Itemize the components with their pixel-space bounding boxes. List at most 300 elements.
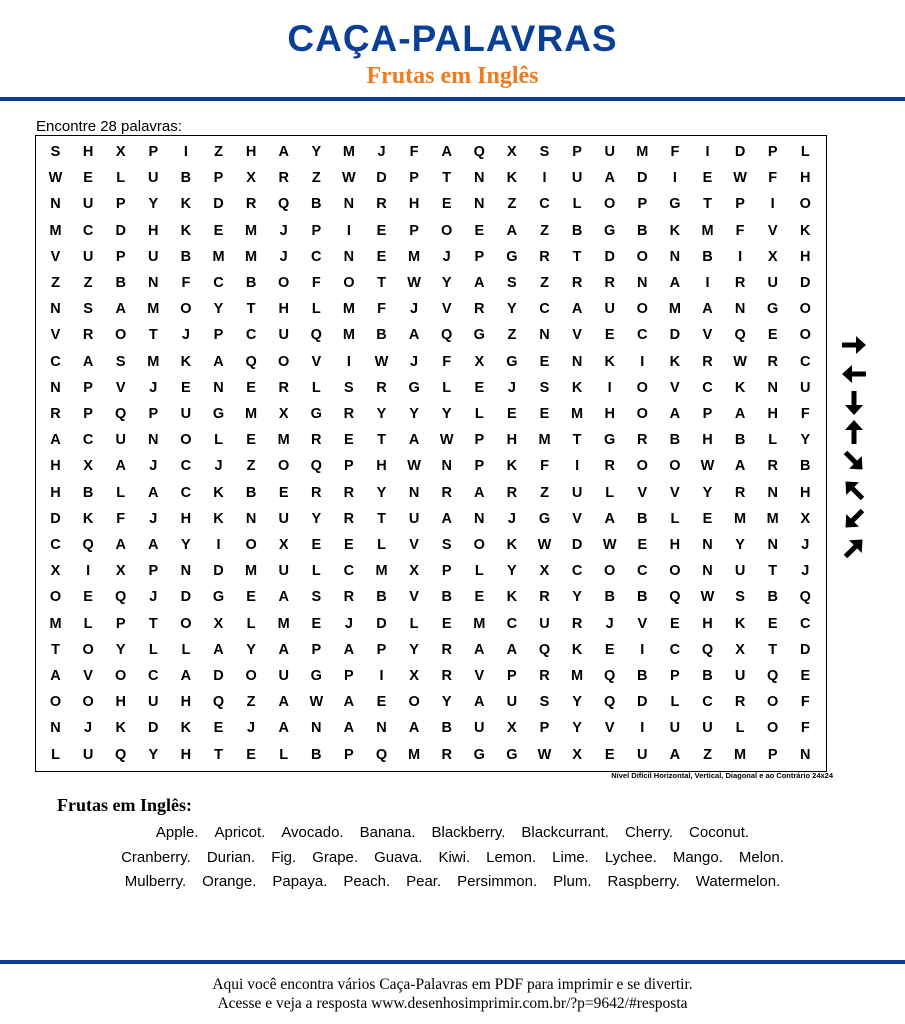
grid-letter[interactable]: X bbox=[278, 406, 289, 422]
grid-letter[interactable]: H bbox=[82, 144, 94, 160]
grid-letter[interactable]: U bbox=[604, 301, 615, 318]
grid-letter[interactable]: H bbox=[702, 615, 713, 632]
grid-letter[interactable]: B bbox=[702, 668, 713, 684]
grid-letter[interactable]: P bbox=[767, 144, 778, 160]
grid-letter[interactable]: F bbox=[768, 170, 778, 187]
grid-letter[interactable]: P bbox=[376, 641, 387, 658]
grid-letter[interactable]: B bbox=[311, 196, 322, 213]
grid-letter[interactable]: O bbox=[767, 720, 779, 737]
grid-letter[interactable]: O bbox=[245, 537, 257, 553]
grid-letter[interactable]: X bbox=[115, 563, 126, 580]
grid-letter[interactable]: U bbox=[82, 196, 94, 213]
grid-letter[interactable]: R bbox=[604, 458, 615, 475]
grid-letter[interactable]: B bbox=[637, 222, 648, 239]
grid-letter[interactable]: D bbox=[571, 537, 583, 553]
grid-letter[interactable]: P bbox=[148, 406, 159, 422]
grid-letter[interactable]: E bbox=[702, 510, 713, 527]
grid-letter[interactable]: U bbox=[408, 510, 420, 527]
grid-letter[interactable]: R bbox=[311, 484, 322, 501]
grid-letter[interactable]: R bbox=[278, 379, 289, 396]
grid-letter[interactable]: W bbox=[700, 458, 715, 475]
grid-letter[interactable]: E bbox=[344, 432, 354, 449]
grid-letter[interactable]: N bbox=[376, 720, 387, 737]
grid-letter[interactable]: R bbox=[376, 196, 387, 213]
grid-letter[interactable]: A bbox=[474, 484, 485, 501]
grid-letter[interactable]: D bbox=[50, 510, 61, 527]
grid-letter[interactable]: V bbox=[572, 510, 582, 527]
grid-letter[interactable]: A bbox=[115, 301, 126, 318]
grid-letter[interactable]: N bbox=[311, 720, 322, 737]
grid-letter[interactable]: G bbox=[212, 406, 225, 422]
grid-letter[interactable]: H bbox=[800, 248, 811, 265]
grid-letter[interactable]: A bbox=[213, 641, 224, 658]
grid-letter[interactable]: E bbox=[474, 222, 485, 239]
grid-letter[interactable]: G bbox=[408, 379, 420, 396]
grid-letter[interactable]: L bbox=[409, 615, 419, 632]
grid-letter[interactable]: V bbox=[50, 248, 61, 265]
grid-letter[interactable]: B bbox=[376, 589, 387, 606]
grid-letter[interactable]: P bbox=[702, 406, 713, 422]
grid-letter[interactable]: A bbox=[604, 510, 615, 527]
grid-letter[interactable]: B bbox=[180, 248, 192, 265]
grid-letter[interactable]: E bbox=[474, 589, 485, 606]
grid-letter[interactable]: M bbox=[245, 563, 258, 580]
grid-letter[interactable]: R bbox=[539, 668, 550, 684]
grid-letter[interactable]: H bbox=[50, 484, 61, 501]
grid-letter[interactable]: T bbox=[246, 301, 256, 318]
grid-letter[interactable]: I bbox=[640, 353, 645, 370]
grid-letter[interactable]: F bbox=[800, 720, 810, 737]
grid-letter[interactable]: Q bbox=[701, 641, 714, 658]
grid-letter[interactable]: T bbox=[377, 510, 386, 527]
grid-letter[interactable]: I bbox=[607, 379, 612, 396]
grid-letter[interactable]: A bbox=[343, 720, 355, 737]
grid-letter[interactable]: D bbox=[115, 222, 126, 239]
grid-letter[interactable]: D bbox=[148, 720, 159, 737]
grid-letter[interactable]: A bbox=[604, 170, 615, 187]
grid-letter[interactable]: D bbox=[180, 589, 192, 606]
grid-letter[interactable]: W bbox=[602, 537, 617, 553]
grid-letter[interactable]: D bbox=[376, 170, 387, 187]
grid-letter[interactable]: H bbox=[408, 196, 420, 213]
grid-letter[interactable]: O bbox=[799, 301, 811, 318]
grid-letter[interactable]: X bbox=[50, 563, 61, 580]
grid-letter[interactable]: R bbox=[376, 379, 387, 396]
grid-letter[interactable]: Q bbox=[375, 746, 388, 763]
grid-letter[interactable]: M bbox=[571, 406, 584, 422]
grid-letter[interactable]: Y bbox=[507, 301, 517, 318]
grid-letter[interactable]: O bbox=[180, 301, 192, 318]
grid-letter[interactable]: Q bbox=[310, 327, 322, 344]
grid-letter[interactable]: B bbox=[376, 327, 387, 344]
grid-letter[interactable]: Q bbox=[767, 668, 779, 684]
grid-letter[interactable]: G bbox=[669, 196, 681, 213]
grid-letter[interactable]: A bbox=[441, 144, 452, 160]
grid-letter[interactable]: H bbox=[278, 301, 289, 318]
grid-letter[interactable]: O bbox=[799, 196, 811, 213]
grid-letter[interactable]: X bbox=[572, 746, 582, 763]
grid-letter[interactable]: C bbox=[506, 615, 518, 632]
grid-letter[interactable]: S bbox=[507, 275, 517, 291]
grid-letter[interactable]: A bbox=[441, 510, 452, 527]
grid-letter[interactable]: G bbox=[473, 327, 485, 344]
grid-letter[interactable]: I bbox=[346, 353, 351, 370]
grid-letter[interactable]: J bbox=[247, 720, 256, 737]
grid-letter[interactable]: R bbox=[278, 170, 289, 187]
grid-letter[interactable]: R bbox=[441, 484, 452, 501]
grid-letter[interactable]: L bbox=[246, 615, 256, 632]
grid-letter[interactable]: B bbox=[800, 458, 811, 475]
grid-letter[interactable]: O bbox=[278, 275, 290, 291]
grid-letter[interactable]: M bbox=[734, 510, 747, 527]
grid-letter[interactable]: A bbox=[408, 327, 420, 344]
grid-letter[interactable]: N bbox=[637, 275, 648, 291]
grid-letter[interactable]: O bbox=[604, 563, 616, 580]
grid-letter[interactable]: T bbox=[214, 746, 223, 763]
grid-letter[interactable]: A bbox=[50, 432, 61, 449]
grid-letter[interactable]: I bbox=[379, 668, 384, 684]
grid-letter[interactable]: M bbox=[245, 406, 258, 422]
grid-letter[interactable]: N bbox=[800, 746, 811, 763]
grid-letter[interactable]: A bbox=[278, 589, 289, 606]
grid-letter[interactable]: P bbox=[148, 144, 159, 160]
grid-letter[interactable]: W bbox=[407, 458, 421, 475]
grid-letter[interactable]: H bbox=[180, 746, 192, 763]
grid-letter[interactable]: O bbox=[473, 537, 485, 553]
grid-letter[interactable]: U bbox=[82, 746, 94, 763]
grid-letter[interactable]: P bbox=[507, 668, 517, 684]
grid-letter[interactable]: K bbox=[800, 222, 811, 239]
grid-letter[interactable]: L bbox=[474, 563, 484, 580]
grid-letter[interactable]: H bbox=[506, 432, 518, 449]
grid-letter[interactable]: O bbox=[636, 301, 648, 318]
grid-letter[interactable]: N bbox=[474, 510, 485, 527]
grid-letter[interactable]: U bbox=[278, 668, 289, 684]
grid-letter[interactable]: M bbox=[342, 144, 355, 160]
grid-letter[interactable]: O bbox=[767, 694, 779, 711]
grid-letter[interactable]: Q bbox=[82, 537, 94, 553]
grid-letter[interactable]: R bbox=[734, 484, 746, 501]
grid-letter[interactable]: E bbox=[376, 694, 387, 711]
grid-letter[interactable]: M bbox=[408, 746, 421, 763]
grid-letter[interactable]: B bbox=[115, 275, 126, 291]
grid-letter[interactable]: M bbox=[277, 432, 290, 449]
grid-letter[interactable]: Q bbox=[669, 589, 681, 606]
grid-letter[interactable]: N bbox=[702, 563, 713, 580]
grid-letter[interactable]: O bbox=[799, 327, 811, 344]
grid-letter[interactable]: A bbox=[669, 406, 681, 422]
grid-letter[interactable]: J bbox=[279, 222, 288, 239]
grid-letter[interactable]: M bbox=[636, 144, 649, 160]
grid-letter[interactable]: U bbox=[767, 275, 778, 291]
grid-letter[interactable]: Q bbox=[310, 458, 322, 475]
grid-letter[interactable]: R bbox=[343, 484, 355, 501]
grid-letter[interactable]: M bbox=[245, 248, 258, 265]
grid-letter[interactable]: L bbox=[116, 484, 126, 501]
grid-letter[interactable]: C bbox=[50, 353, 61, 370]
grid-letter[interactable]: D bbox=[213, 668, 224, 684]
grid-letter[interactable]: P bbox=[572, 144, 582, 160]
grid-letter[interactable]: R bbox=[441, 641, 452, 658]
grid-letter[interactable]: X bbox=[213, 615, 224, 632]
grid-letter[interactable]: U bbox=[669, 720, 681, 737]
grid-letter[interactable]: Y bbox=[441, 275, 452, 291]
grid-letter[interactable]: Z bbox=[246, 694, 256, 711]
grid-letter[interactable]: A bbox=[474, 641, 485, 658]
grid-letter[interactable]: A bbox=[571, 301, 583, 318]
grid-letter[interactable]: R bbox=[311, 432, 322, 449]
grid-letter[interactable]: L bbox=[311, 301, 321, 318]
grid-letter[interactable]: N bbox=[474, 196, 485, 213]
grid-letter[interactable]: V bbox=[83, 668, 93, 684]
grid-letter[interactable]: U bbox=[278, 510, 289, 527]
grid-letter[interactable]: Z bbox=[507, 327, 517, 344]
grid-letter[interactable]: A bbox=[278, 694, 289, 711]
grid-letter[interactable]: B bbox=[180, 170, 192, 187]
grid-letter[interactable]: B bbox=[245, 275, 257, 291]
grid-letter[interactable]: S bbox=[115, 353, 126, 370]
grid-letter[interactable]: J bbox=[605, 615, 614, 632]
grid-letter[interactable]: N bbox=[50, 196, 61, 213]
grid-letter[interactable]: M bbox=[766, 510, 779, 527]
grid-letter[interactable]: T bbox=[148, 615, 158, 632]
grid-letter[interactable]: C bbox=[50, 537, 61, 553]
grid-letter[interactable]: F bbox=[540, 458, 549, 475]
grid-letter[interactable]: L bbox=[442, 379, 452, 396]
grid-letter[interactable]: L bbox=[377, 537, 386, 553]
grid-letter[interactable]: C bbox=[82, 432, 94, 449]
grid-letter[interactable]: N bbox=[734, 301, 746, 318]
grid-letter[interactable]: H bbox=[767, 406, 778, 422]
grid-letter[interactable]: O bbox=[636, 379, 648, 396]
grid-letter[interactable]: E bbox=[507, 406, 517, 422]
grid-letter[interactable]: M bbox=[701, 222, 714, 239]
grid-letter[interactable]: N bbox=[702, 537, 713, 553]
grid-letter[interactable]: G bbox=[506, 248, 518, 265]
grid-letter[interactable]: T bbox=[703, 196, 712, 213]
grid-letter[interactable]: S bbox=[539, 379, 550, 396]
grid-letter[interactable]: K bbox=[734, 379, 746, 396]
grid-letter[interactable]: N bbox=[441, 458, 452, 475]
grid-letter[interactable]: O bbox=[49, 589, 62, 606]
grid-letter[interactable]: Q bbox=[245, 353, 257, 370]
grid-letter[interactable]: W bbox=[309, 694, 324, 711]
grid-letter[interactable]: I bbox=[738, 248, 743, 265]
grid-letter[interactable]: X bbox=[507, 144, 517, 160]
grid-letter[interactable]: I bbox=[672, 170, 677, 187]
grid-letter[interactable]: A bbox=[148, 484, 159, 501]
grid-letter[interactable]: U bbox=[734, 668, 746, 684]
grid-letter[interactable]: J bbox=[149, 510, 158, 527]
grid-letter[interactable]: K bbox=[506, 589, 518, 606]
grid-letter[interactable]: A bbox=[180, 668, 192, 684]
grid-letter[interactable]: J bbox=[442, 248, 451, 265]
grid-letter[interactable]: P bbox=[637, 196, 648, 213]
grid-letter[interactable]: U bbox=[604, 144, 615, 160]
grid-letter[interactable]: U bbox=[734, 563, 746, 580]
grid-letter[interactable]: X bbox=[767, 248, 778, 265]
grid-letter[interactable]: P bbox=[148, 563, 159, 580]
grid-letter[interactable]: E bbox=[213, 222, 224, 239]
grid-letter[interactable]: D bbox=[669, 327, 681, 344]
grid-letter[interactable]: U bbox=[148, 170, 159, 187]
grid-letter[interactable]: B bbox=[637, 589, 648, 606]
grid-letter[interactable]: J bbox=[377, 144, 386, 160]
grid-letter[interactable]: V bbox=[311, 353, 322, 370]
grid-letter[interactable]: I bbox=[542, 170, 547, 187]
grid-letter[interactable]: M bbox=[342, 327, 355, 344]
grid-letter[interactable]: E bbox=[604, 641, 615, 658]
grid-letter[interactable]: O bbox=[604, 196, 616, 213]
grid-letter[interactable]: V bbox=[115, 379, 126, 396]
grid-letter[interactable]: V bbox=[670, 484, 680, 501]
grid-letter[interactable]: C bbox=[702, 694, 713, 711]
grid-letter[interactable]: Y bbox=[507, 563, 517, 580]
grid-letter[interactable]: K bbox=[180, 353, 192, 370]
grid-letter[interactable]: C bbox=[82, 222, 94, 239]
grid-letter[interactable]: R bbox=[734, 694, 746, 711]
grid-letter[interactable]: B bbox=[702, 248, 713, 265]
grid-letter[interactable]: E bbox=[474, 379, 485, 396]
grid-letter[interactable]: V bbox=[572, 327, 582, 344]
grid-letter[interactable]: M bbox=[408, 248, 421, 265]
grid-letter[interactable]: U bbox=[148, 694, 159, 711]
grid-letter[interactable]: O bbox=[180, 615, 192, 632]
grid-letter[interactable]: F bbox=[442, 353, 452, 370]
grid-letter[interactable]: W bbox=[700, 589, 715, 606]
grid-letter[interactable]: N bbox=[180, 563, 192, 580]
grid-letter[interactable]: B bbox=[734, 432, 746, 449]
grid-letter[interactable]: E bbox=[376, 222, 387, 239]
grid-letter[interactable]: Q bbox=[604, 694, 616, 711]
grid-letter[interactable]: P bbox=[409, 222, 419, 239]
grid-letter[interactable]: H bbox=[702, 432, 713, 449]
grid-letter[interactable]: H bbox=[245, 144, 257, 160]
grid-letter[interactable]: C bbox=[311, 248, 322, 265]
grid-letter[interactable]: T bbox=[377, 432, 386, 449]
grid-letter[interactable]: X bbox=[409, 563, 419, 580]
grid-letter[interactable]: Q bbox=[212, 694, 225, 711]
grid-letter[interactable]: R bbox=[734, 275, 746, 291]
grid-letter[interactable]: N bbox=[50, 301, 61, 318]
grid-letter[interactable]: O bbox=[636, 458, 648, 475]
grid-letter[interactable]: E bbox=[278, 484, 289, 501]
grid-letter[interactable]: L bbox=[670, 694, 680, 711]
grid-letter[interactable]: U bbox=[539, 615, 550, 632]
grid-letter[interactable]: P bbox=[409, 170, 419, 187]
grid-letter[interactable]: D bbox=[213, 196, 224, 213]
grid-letter[interactable]: D bbox=[604, 248, 615, 265]
grid-letter[interactable]: Y bbox=[115, 641, 126, 658]
grid-letter[interactable]: Q bbox=[538, 641, 551, 658]
grid-letter[interactable]: P bbox=[539, 720, 550, 737]
grid-letter[interactable]: N bbox=[343, 196, 355, 213]
grid-letter[interactable]: D bbox=[376, 615, 387, 632]
grid-letter[interactable]: X bbox=[507, 720, 517, 737]
grid-letter[interactable]: R bbox=[702, 353, 713, 370]
grid-letter[interactable]: H bbox=[180, 694, 192, 711]
grid-letter[interactable]: Z bbox=[83, 275, 93, 291]
grid-letter[interactable]: M bbox=[734, 746, 747, 763]
grid-letter[interactable]: Z bbox=[540, 275, 549, 291]
grid-letter[interactable]: M bbox=[147, 301, 160, 318]
grid-letter[interactable]: A bbox=[82, 353, 94, 370]
grid-letter[interactable]: R bbox=[571, 615, 583, 632]
grid-letter[interactable]: I bbox=[640, 720, 645, 737]
grid-letter[interactable]: B bbox=[571, 222, 583, 239]
grid-letter[interactable]: D bbox=[213, 563, 224, 580]
grid-letter[interactable]: J bbox=[507, 379, 516, 396]
grid-letter[interactable]: C bbox=[539, 196, 550, 213]
grid-letter[interactable]: A bbox=[278, 144, 289, 160]
grid-letter[interactable]: P bbox=[441, 563, 452, 580]
grid-letter[interactable]: A bbox=[734, 406, 746, 422]
grid-letter[interactable]: M bbox=[49, 615, 62, 632]
grid-letter[interactable]: C bbox=[637, 327, 648, 344]
grid-letter[interactable]: B bbox=[604, 589, 615, 606]
grid-letter[interactable]: U bbox=[702, 720, 713, 737]
grid-letter[interactable]: U bbox=[506, 694, 518, 711]
grid-letter[interactable]: A bbox=[213, 353, 224, 370]
grid-letter[interactable]: D bbox=[800, 275, 811, 291]
grid-letter[interactable]: K bbox=[213, 510, 224, 527]
grid-letter[interactable]: U bbox=[278, 563, 289, 580]
grid-letter[interactable]: A bbox=[669, 746, 681, 763]
grid-letter[interactable]: O bbox=[441, 222, 453, 239]
grid-letter[interactable]: O bbox=[115, 327, 127, 344]
grid-letter[interactable]: I bbox=[346, 222, 351, 239]
grid-letter[interactable]: J bbox=[181, 327, 190, 344]
grid-letter[interactable]: L bbox=[768, 432, 778, 449]
grid-letter[interactable]: U bbox=[571, 170, 583, 187]
grid-letter[interactable]: T bbox=[768, 641, 778, 658]
grid-letter[interactable]: Y bbox=[735, 537, 745, 553]
grid-letter[interactable]: Y bbox=[311, 510, 322, 527]
grid-letter[interactable]: O bbox=[636, 248, 648, 265]
grid-letter[interactable]: E bbox=[702, 170, 713, 187]
grid-letter[interactable]: E bbox=[539, 406, 550, 422]
grid-letter[interactable]: E bbox=[83, 170, 93, 187]
grid-letter[interactable]: O bbox=[343, 275, 355, 291]
grid-letter[interactable]: I bbox=[640, 641, 645, 658]
grid-letter[interactable]: A bbox=[148, 537, 159, 553]
grid-letter[interactable]: L bbox=[735, 720, 745, 737]
grid-letter[interactable]: O bbox=[115, 668, 127, 684]
grid-letter[interactable]: S bbox=[50, 144, 61, 160]
grid-letter[interactable]: E bbox=[376, 248, 387, 265]
grid-letter[interactable]: V bbox=[50, 327, 61, 344]
grid-letter[interactable]: S bbox=[539, 694, 550, 711]
grid-letter[interactable]: Y bbox=[311, 144, 322, 160]
grid-letter[interactable]: H bbox=[148, 222, 159, 239]
grid-letter[interactable]: U bbox=[278, 327, 289, 344]
grid-letter[interactable]: P bbox=[311, 222, 322, 239]
grid-letter[interactable]: J bbox=[410, 353, 419, 370]
grid-letter[interactable]: O bbox=[82, 694, 94, 711]
grid-letter[interactable]: W bbox=[733, 170, 747, 187]
grid-letter[interactable]: S bbox=[441, 537, 452, 553]
grid-letter[interactable]: X bbox=[735, 641, 745, 658]
grid-letter[interactable]: L bbox=[800, 144, 810, 160]
grid-letter[interactable]: H bbox=[669, 537, 681, 553]
grid-letter[interactable]: L bbox=[214, 432, 223, 449]
grid-letter[interactable]: P bbox=[115, 196, 126, 213]
grid-letter[interactable]: V bbox=[637, 484, 648, 501]
grid-letter[interactable]: M bbox=[375, 563, 388, 580]
grid-letter[interactable]: N bbox=[148, 432, 159, 449]
grid-letter[interactable]: W bbox=[537, 537, 552, 553]
grid-letter[interactable]: N bbox=[50, 379, 61, 396]
